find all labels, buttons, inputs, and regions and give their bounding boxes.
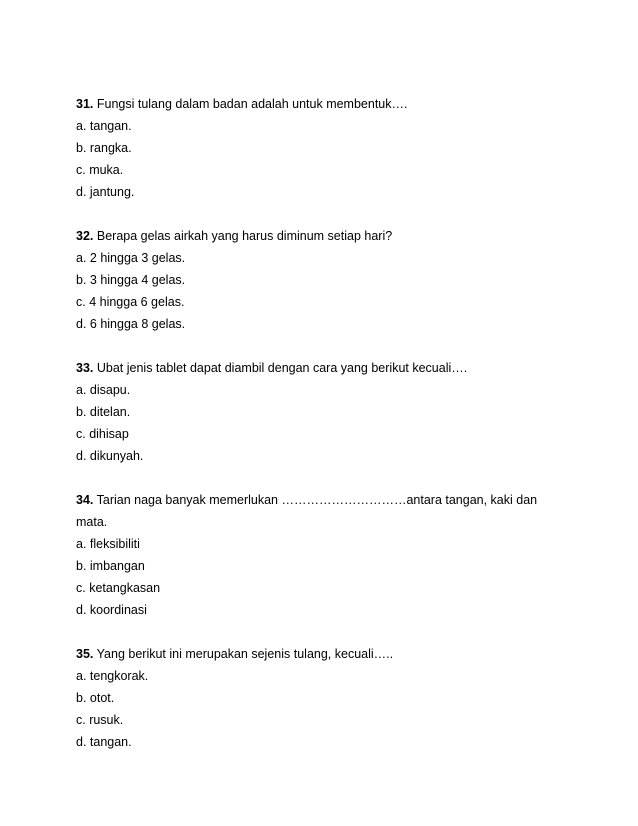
option-c: c. rusuk. [76,713,124,727]
question-text: Fungsi tulang dalam badan adalah untuk membentuk…. [93,97,408,111]
question-stem [76,357,556,379]
question-text: Tarian naga banyak memerlukan …………………………antara tangan, kaki dan [93,493,538,507]
option-d: d. dikunyah. [76,449,144,463]
question-number: 32. [76,229,94,243]
option-a: a. tangan. [76,119,132,133]
option-c: c. ketangkasan [76,581,161,595]
question-stem [76,93,556,115]
option-b: b. rangka. [76,141,132,155]
question-33 [76,357,556,467]
spacer [76,467,556,489]
question-number: 34. [76,493,94,507]
question-stem [76,489,556,511]
question-32 [76,225,556,335]
question-number: 31. [76,97,94,111]
question-35 [76,643,556,753]
question-number: 33. [76,361,94,375]
option-a: a. tengkorak. [76,669,149,683]
option-d: d. tangan. [76,735,132,749]
option-a: a. fleksibiliti [76,537,140,551]
option-c: c. dihisap [76,427,129,441]
option-d: d. jantung. [76,185,135,199]
question-stem [76,225,556,247]
question-number: 35. [76,647,94,661]
option-b: b. 3 hingga 4 gelas. [76,273,186,287]
option-c: c. 4 hingga 6 gelas. [76,295,185,309]
spacer [76,335,556,357]
document-page [76,93,556,753]
spacer [76,621,556,643]
option-b: b. imbangan [76,559,145,573]
question-text: Ubat jenis tablet dapat diambil dengan cara yang berikut kecuali…. [93,361,468,375]
option-a: a. 2 hingga 3 gelas. [76,251,186,265]
question-text-continued: mata. [76,515,108,529]
option-d: d. koordinasi [76,603,147,617]
option-b: b. ditelan. [76,405,131,419]
question-34 [76,489,556,621]
option-c: c. muka. [76,163,124,177]
question-text: Berapa gelas airkah yang harus diminum setiap hari? [93,229,393,243]
question-31 [76,93,556,203]
question-text: Yang berikut ini merupakan sejenis tulang, kecuali….. [93,647,394,661]
spacer [76,203,556,225]
option-b: b. otot. [76,691,115,705]
option-a: a. disapu. [76,383,131,397]
question-stem [76,643,556,665]
option-d: d. 6 hingga 8 gelas. [76,317,186,331]
